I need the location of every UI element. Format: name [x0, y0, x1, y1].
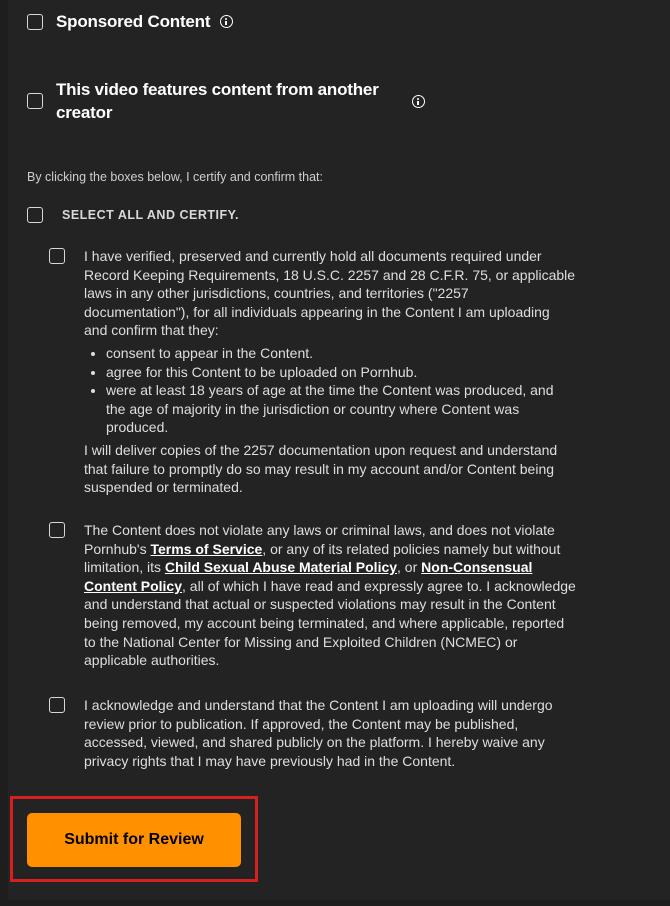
list-item: • agree for this Content to be uploaded on Pornhub.: [106, 363, 576, 382]
policy-text-segment: , all of which I have read and expressly agree to. I acknowledge and understand that actual or suspected violations may result in the Content being removed, my account being terminated, and where applicable, reported to the National Center for Missing and Exploited Children (NCMEC) or applicable authorities.: [84, 577, 576, 669]
sponsored-content-label: Sponsored Content: [56, 12, 211, 31]
list-item: • were at least 18 years of age at the time the Content was produced, and the age of majority in the jurisdiction or country where Content was produced.: [106, 381, 576, 437]
non-consensual-policy-link[interactable]: Non-Consensual Content Policy: [84, 559, 533, 594]
certify-2257-checkbox[interactable]: [49, 248, 65, 264]
terms-of-service-link[interactable]: Terms of Service: [150, 540, 263, 557]
csam-policy-link[interactable]: Child Sexual Abuse Material Policy: [164, 559, 398, 576]
certify-policy-text: [84, 521, 576, 670]
policy-text-segment: , or: [397, 559, 422, 576]
other-creator-checkbox[interactable]: [27, 93, 43, 109]
select-all-label: SELECT ALL AND CERTIFY.: [62, 208, 240, 222]
policy-text-segment: The Content does not violate any laws or criminal laws, and does not violate Pornhub's: [84, 522, 555, 557]
sponsored-content-checkbox[interactable]: [27, 14, 43, 30]
certify-review-text: I acknowledge and understand that the Content I am uploading will undergo review prior to publication. If approved, the Content may be published, accessed, viewed, and shared publicly on the platform. I hereby waive any privacy rights that I may have previously had in the Content.: [84, 697, 553, 769]
certify-2257-paragraph: I have verified, preserved and currently hold all documents required under Record Keeping Requirements, 18 U.S.C. 2257 and 28 C.F.R. 75, or applicable laws in any other jurisdictions, countries, and territories ("2257 documentation"), for all individuals appearing in the Content I am uploading and confirm that they:: [84, 248, 576, 339]
policy-text-segment: , or any of its related policies namely but without limitation, its: [84, 540, 561, 576]
certify-2257-bullet-list: [84, 344, 576, 437]
certify-policy-paragraph: [84, 521, 576, 670]
list-item: • consent to appear in the Content.: [106, 344, 576, 363]
certify-review-checkbox[interactable]: [49, 697, 65, 713]
other-creator-label: This video features content from another creator: [56, 80, 379, 122]
submit-for-review-button[interactable]: Submit for Review: [27, 813, 241, 867]
certify-2257-text: [84, 247, 576, 497]
select-all-checkbox[interactable]: [27, 207, 43, 223]
info-icon[interactable]: [412, 95, 425, 108]
certify-intro-text: By clicking the boxes below, I certify and confirm that:: [27, 170, 323, 184]
certify-policy-checkbox[interactable]: [49, 522, 65, 538]
info-icon[interactable]: [220, 15, 233, 28]
certify-2257-paragraph-2: I will deliver copies of the 2257 documentation upon request and understand that failure to promptly do so may result in my account and/or Content being suspended or terminated.: [84, 441, 558, 496]
